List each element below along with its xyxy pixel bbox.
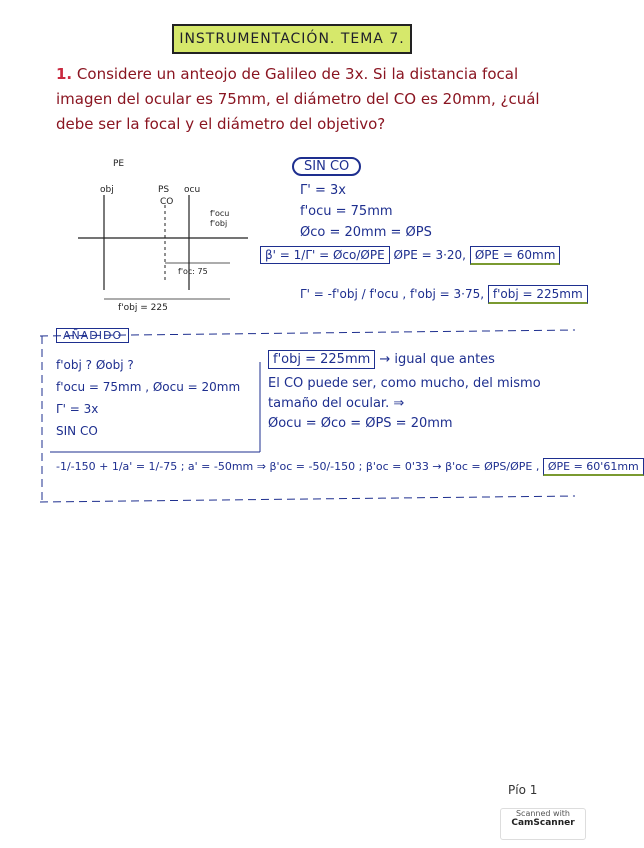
added-givens [56, 354, 240, 442]
result-pe: ØPE = 60mm [470, 246, 561, 265]
givens-list [300, 180, 432, 243]
added-line: f'ocu = 75mm , Øocu = 20mm [56, 380, 241, 394]
scanner-line1: Scanned with [515, 809, 571, 818]
diagram-label-fobj: f'obj [210, 219, 228, 228]
given-line: Øco = 20mm = ØPS [300, 225, 432, 240]
problem-text: Considere un anteojo de Galileo de 3x. Si la distancia focal imagen del ocular es 75mm, el diámetro del CO es 20mm, ¿cuál debe ser la focal y el diámetro del objetivo? [56, 65, 540, 133]
bottom-result: ØPE = 60'61mm [543, 458, 644, 476]
bottom-equation: -1/-150 + 1/a' = 1/-75 ; a' = -50mm ⇒ β'oc = -50/-150 ; β'oc = 0'33 → β'oc = ØPS/ØPE , [56, 460, 540, 473]
diagram-label-pobj: f'obj = 225 [118, 303, 168, 313]
scanner-watermark [500, 808, 586, 840]
added-line: Γ' = 3x [56, 402, 99, 416]
diagram-label-obj: obj [100, 185, 114, 195]
formula-pe-row [260, 248, 560, 262]
added-eq: Øocu = Øco = ØPS = 20mm [268, 416, 453, 431]
sin-co-badge: SIN CO [292, 157, 361, 176]
problem-statement [56, 62, 576, 137]
diagram-label-ps: PS [158, 185, 170, 195]
result-fobj: f'obj = 225mm [488, 285, 588, 304]
problem-number: 1. [56, 65, 73, 83]
diagram-label-pe: PE [113, 159, 125, 169]
added-line: f'obj ? Øobj ? [56, 358, 134, 372]
added-heading: f'obj = 225mm [268, 350, 375, 369]
page-number: Pío 1 [508, 783, 538, 797]
added-heading-suffix: → igual que antes [379, 352, 495, 367]
magnification-formula: β' = 1/Γ' = Øco/ØPE [260, 246, 390, 264]
page-title: INSTRUMENTACIÓN. TEMA 7. [172, 24, 412, 54]
diagram-label-poc: f'oc: 75 [178, 267, 208, 276]
added-explanation [268, 350, 568, 434]
added-line: SIN CO [56, 424, 98, 438]
scanner-brand: CamScanner [511, 818, 575, 828]
formula-fobj-row [300, 287, 588, 301]
bottom-equation-row [56, 460, 644, 473]
given-line: f'ocu = 75mm [300, 204, 393, 219]
diagram-label-ocu: ocu [184, 185, 201, 195]
formula-pe-calc: ØPE = 3·20, [393, 248, 466, 262]
optical-diagram [70, 150, 250, 313]
diagram-label-co: CO [160, 197, 174, 207]
added-label: AÑADIDO [56, 328, 129, 343]
added-text: El CO puede ser, como mucho, del mismo tamaño del ocular. ⇒ [268, 376, 541, 411]
given-line: Γ' = 3x [300, 183, 346, 198]
diagram-label-focu: f'ocu [210, 209, 230, 218]
formula-fobj-calc: Γ' = -f'obj / f'ocu , f'obj = 3·75, [300, 287, 485, 301]
